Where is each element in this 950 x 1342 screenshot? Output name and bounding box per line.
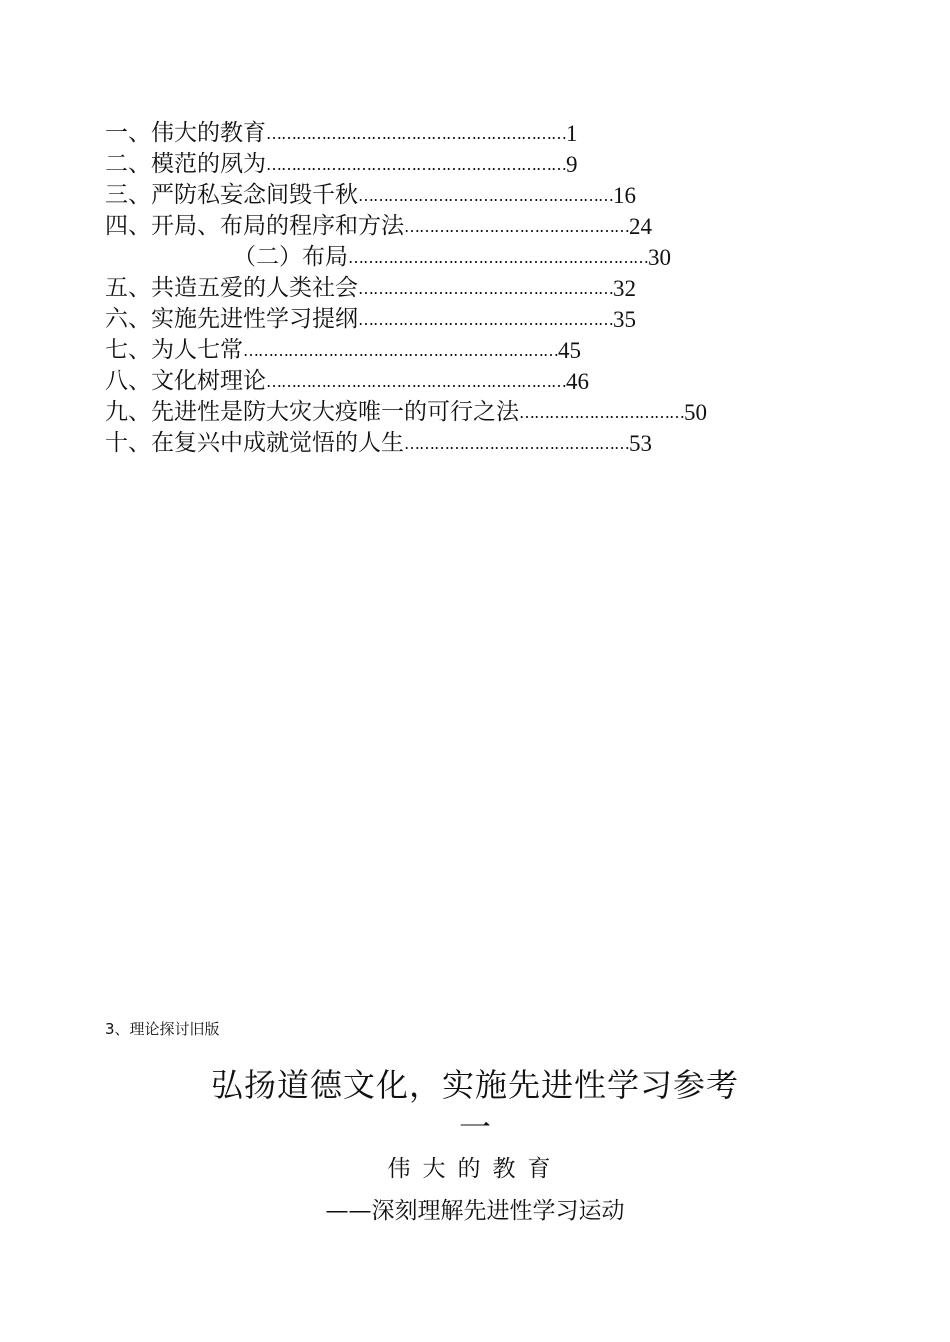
- toc-page-number: 46: [566, 369, 589, 394]
- toc-leader-dots: ……………………………: [519, 403, 684, 422]
- table-of-contents: [105, 118, 845, 459]
- section-label: 3、理论探讨旧版: [105, 1020, 220, 1038]
- toc-entry-title: 二、模范的夙为: [105, 151, 266, 177]
- toc-entry-title: 五、共造五爱的人类社会: [105, 275, 358, 301]
- toc-entry: [105, 180, 845, 211]
- chapter-subtitle: ——深刻理解先进性学习运动: [325, 1198, 625, 1224]
- toc-entry: [105, 304, 845, 335]
- toc-leader-dots: ……………………………………………………: [266, 155, 566, 174]
- toc-page-number: 53: [629, 431, 652, 456]
- toc-page-number: 16: [613, 183, 636, 208]
- toc-entry-title: 七、为人七常: [105, 337, 243, 363]
- toc-entry-title: 八、文化树理论: [105, 368, 266, 394]
- toc-entry-title: 三、严防私妄念间毁千秋: [105, 182, 358, 208]
- toc-leader-dots: ……………………………………………: [358, 310, 613, 329]
- main-title: 弘扬道德文化，实施先进性学习参考: [210, 1066, 739, 1104]
- toc-page-number: 24: [629, 214, 652, 239]
- toc-leader-dots: ……………………………………………: [358, 186, 613, 205]
- toc-leader-dots: ……………………………………………………: [348, 248, 648, 267]
- toc-entry: [105, 273, 845, 304]
- toc-entry: [105, 118, 845, 149]
- toc-leader-dots: ………………………………………………………: [243, 341, 558, 360]
- toc-leader-dots: ……………………………………………: [358, 279, 613, 298]
- toc-entry-title: 十、在复兴中成就觉悟的人生: [105, 430, 404, 456]
- toc-leader-dots: ………………………………………: [404, 217, 629, 236]
- chapter-numeral: 一: [458, 1108, 491, 1146]
- toc-entry-title: 一、伟大的教育: [105, 120, 266, 146]
- toc-page-number: 35: [613, 307, 636, 332]
- toc-entry-title: 九、先进性是防大灾大疫唯一的可行之法: [105, 399, 519, 425]
- toc-entry: [105, 149, 845, 180]
- toc-page-number: 32: [613, 276, 636, 301]
- toc-subentry: [105, 242, 845, 273]
- toc-entry-title: 四、开局、布局的程序和方法: [105, 213, 404, 239]
- toc-entry: [105, 335, 845, 366]
- toc-page-number: 50: [684, 400, 707, 425]
- toc-entry-title: 六、实施先进性学习提纲: [105, 306, 358, 332]
- toc-entry: [105, 397, 845, 428]
- toc-leader-dots: ……………………………………………………: [266, 124, 566, 143]
- toc-page-number: 1: [566, 121, 578, 146]
- toc-leader-dots: ………………………………………: [404, 434, 629, 453]
- toc-entry: [105, 366, 845, 397]
- toc-entry: [105, 428, 845, 459]
- toc-page-number: 9: [566, 152, 578, 177]
- toc-page-number: 30: [648, 245, 671, 270]
- toc-page-number: 45: [558, 338, 581, 363]
- toc-entry: [105, 211, 845, 242]
- toc-leader-dots: ……………………………………………………: [266, 372, 566, 391]
- toc-entry-title: （二）布局: [233, 244, 348, 270]
- chapter-title: 伟大的教育: [387, 1156, 563, 1182]
